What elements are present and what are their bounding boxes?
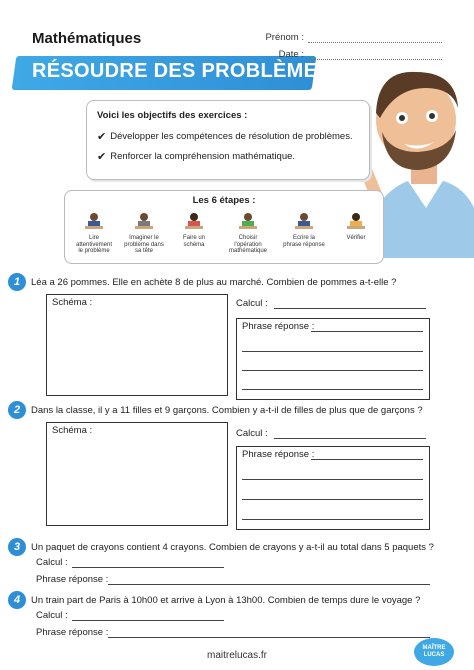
objective-text: Renforcer la compréhension mathématique. <box>110 151 296 162</box>
problem-2-schema-box[interactable] <box>46 422 228 526</box>
answer-label: Phrase réponse : <box>242 449 315 460</box>
step-read <box>73 211 115 255</box>
problem-number-2: 2 <box>8 401 26 419</box>
step-imagine <box>123 211 165 255</box>
step-label: Ecrire la phrase réponse <box>283 235 325 248</box>
footer-site: maitrelucas.fr <box>206 650 267 661</box>
problem-2-text: Dans la classe, il y a 11 filles et 9 garçons. Combien y a-t-il de filles de plus que de garçons ? <box>31 405 423 416</box>
problem-3-text: Un paquet de crayons contient 4 crayons. Combien de crayons y a-t-il au total dans 5 paquets ? <box>31 542 434 553</box>
problem-1-calc-line[interactable] <box>274 308 426 309</box>
problem-2-calc-line[interactable] <box>274 438 426 439</box>
writing-student-icon <box>293 211 315 231</box>
calculating-student-icon <box>237 211 259 231</box>
problem-4-text: Un train part de Paris à 10h00 et arrive à Lyon à 13h00. Combien de temps dure le voyage ? <box>31 595 421 606</box>
problem-3-answer-label: Phrase réponse : <box>36 574 109 585</box>
problem-2-calc-label: Calcul : <box>236 428 268 439</box>
problem-3-answer-line[interactable] <box>108 584 430 585</box>
problem-2-answer-box[interactable] <box>236 446 430 530</box>
step-write <box>283 211 325 248</box>
problem-3-calc-label: Calcul : <box>36 557 68 568</box>
problem-4-calc-label: Calcul : <box>36 610 68 621</box>
date-label: Date : <box>278 49 304 60</box>
student-info <box>262 26 442 60</box>
step-label: Faire un schéma <box>182 235 205 248</box>
first-name-label: Prénom : <box>265 32 304 43</box>
page-title: RÉSOUDRE DES PROBLÈMES <box>32 60 331 82</box>
problem-4-answer-label: Phrase réponse : <box>36 627 109 638</box>
problem-number-1: 1 <box>8 273 26 291</box>
objectives-title: Voici les objectifs des exercices : <box>97 110 248 121</box>
subject-title: Mathématiques <box>32 30 142 47</box>
objective-text: Développer les compétences de résolution de problèmes. <box>110 131 353 142</box>
problem-number-3: 3 <box>8 538 26 556</box>
step-check <box>335 211 377 242</box>
step-label: Vérifier <box>346 235 366 241</box>
problem-4-answer-line[interactable] <box>108 637 430 638</box>
brand-logo <box>414 638 454 666</box>
problem-4-calc-line[interactable] <box>72 620 224 621</box>
steps-title: Les 6 étapes : <box>192 195 256 206</box>
step-schema <box>173 211 215 248</box>
step-label: Choisir l'opération mathématique <box>228 235 268 254</box>
problem-3-calc-line[interactable] <box>72 567 224 568</box>
steps-box <box>64 190 384 264</box>
schema-label: Schéma : <box>52 297 93 308</box>
objectives-box <box>86 100 370 180</box>
step-label: Imaginer le problème dans sa tête <box>124 235 164 254</box>
problem-1-text: Léa a 26 pommes. Elle en achète 8 de plus au marché. Combien de pommes a-t-elle ? <box>31 277 397 288</box>
problem-number-4: 4 <box>8 591 26 609</box>
drawing-student-icon <box>183 211 205 231</box>
problem-1-schema-box[interactable] <box>46 294 228 396</box>
step-label: Lire attentivement le problème <box>75 235 113 254</box>
objective-item <box>97 150 359 163</box>
checking-student-icon <box>345 211 367 231</box>
first-name-field[interactable] <box>308 33 442 43</box>
reading-student-icon <box>83 211 105 231</box>
check-icon: ✔ <box>97 131 107 143</box>
thinking-student-icon <box>133 211 155 231</box>
schema-label: Schéma : <box>52 425 93 436</box>
problem-1-answer-box[interactable] <box>236 318 430 400</box>
problem-1-calc-label: Calcul : <box>236 298 268 309</box>
step-operation <box>227 211 269 255</box>
brand-line-1: MAÎTRE <box>422 645 446 651</box>
answer-label: Phrase réponse : <box>242 321 315 332</box>
check-icon: ✔ <box>97 151 107 163</box>
brand-line-2: LUCAS <box>423 652 445 658</box>
objective-item <box>97 130 359 143</box>
